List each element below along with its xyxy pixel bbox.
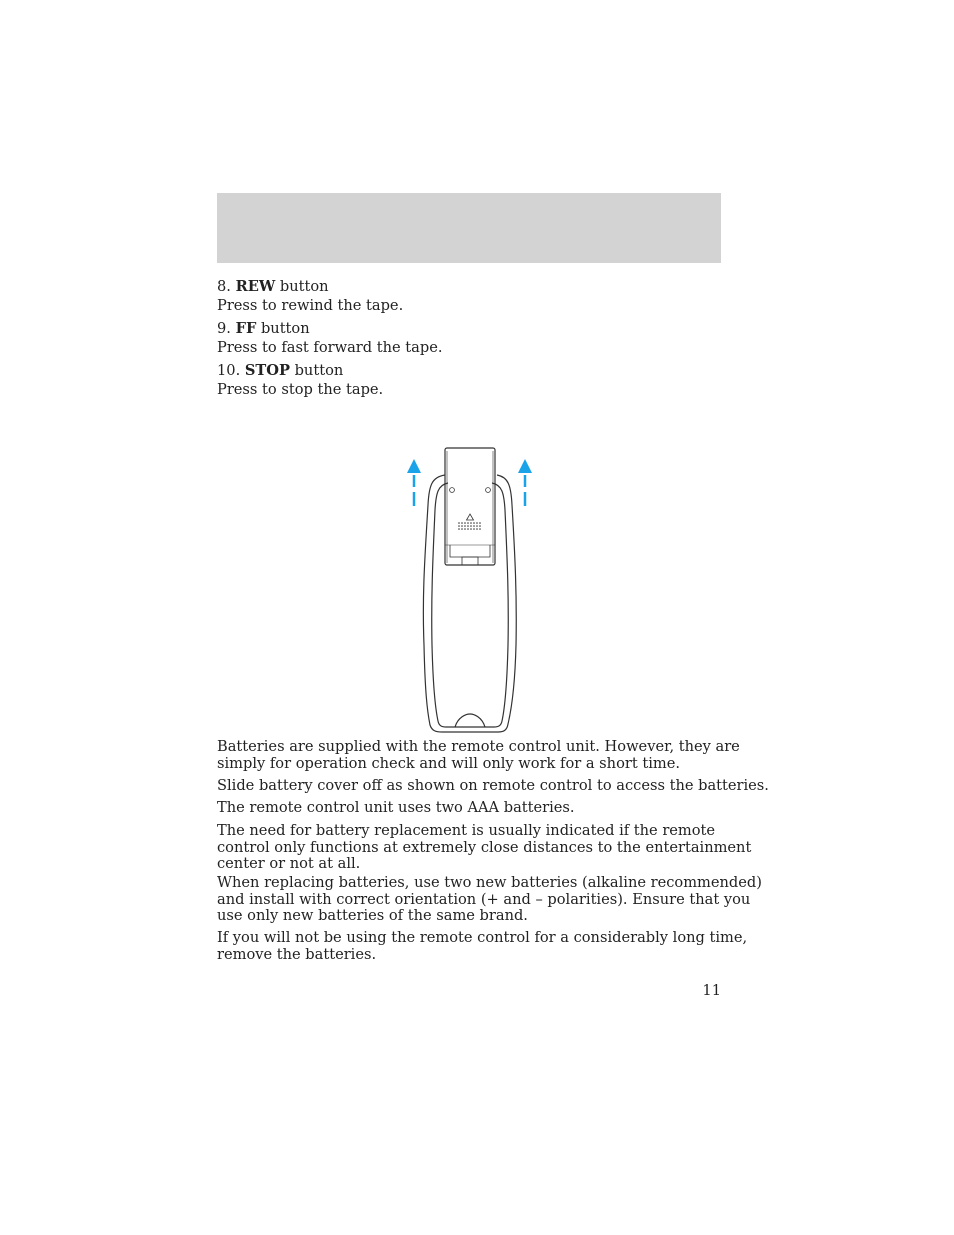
paragraph-batteries-supplied: Batteries are supplied with the remote control unit. However, they are simply for operation check and will only work for a short time.	[217, 738, 740, 772]
paragraph-remove-batteries: If you will not be using the remote control for a considerably long time, remove the batteries.	[217, 929, 748, 963]
page-number: 11	[702, 982, 721, 999]
paragraph-aaa-batteries: The remote control unit uses two AAA batteries.	[217, 799, 575, 816]
battery-cover	[445, 448, 495, 565]
remote-bottom-notch	[455, 714, 485, 727]
item-stop-desc: Press to stop the tape.	[217, 381, 384, 398]
section-header-band	[217, 193, 721, 263]
ff-label: FF	[235, 320, 257, 337]
cover-latch	[462, 557, 478, 565]
slide-up-arrow-left-icon	[407, 459, 421, 506]
item-rew-title: 8. REW button	[217, 278, 329, 295]
warning-triangle-icon	[467, 514, 474, 520]
paragraph-replacement-indication: The need for battery replacement is usually indicated if the remote control only functions at extremely close distances to the entertainment center or not at all.	[217, 822, 752, 872]
cover-grip-dots	[458, 522, 481, 530]
item-rew-desc: Press to rewind the tape.	[217, 297, 404, 314]
stop-label: STOP	[244, 362, 290, 379]
remote-control-illustration	[400, 445, 550, 740]
rew-label: REW	[235, 278, 276, 295]
item-stop-title: 10. STOP button	[217, 362, 344, 379]
remote-inner-outline	[432, 483, 509, 727]
paragraph-replacing-batteries: When replacing batteries, use two new batteries (alkaline recommended) and install with correct orientation (+ and – polarities). Ensure that you use only new batteries of the same brand.	[217, 874, 762, 924]
paragraph-slide-cover: Slide battery cover off as shown on remote control to access the batteries.	[217, 777, 769, 794]
item-ff-title: 9. FF button	[217, 320, 310, 337]
slide-up-arrow-right-icon	[518, 459, 532, 506]
item-ff-desc: Press to fast forward the tape.	[217, 339, 443, 356]
